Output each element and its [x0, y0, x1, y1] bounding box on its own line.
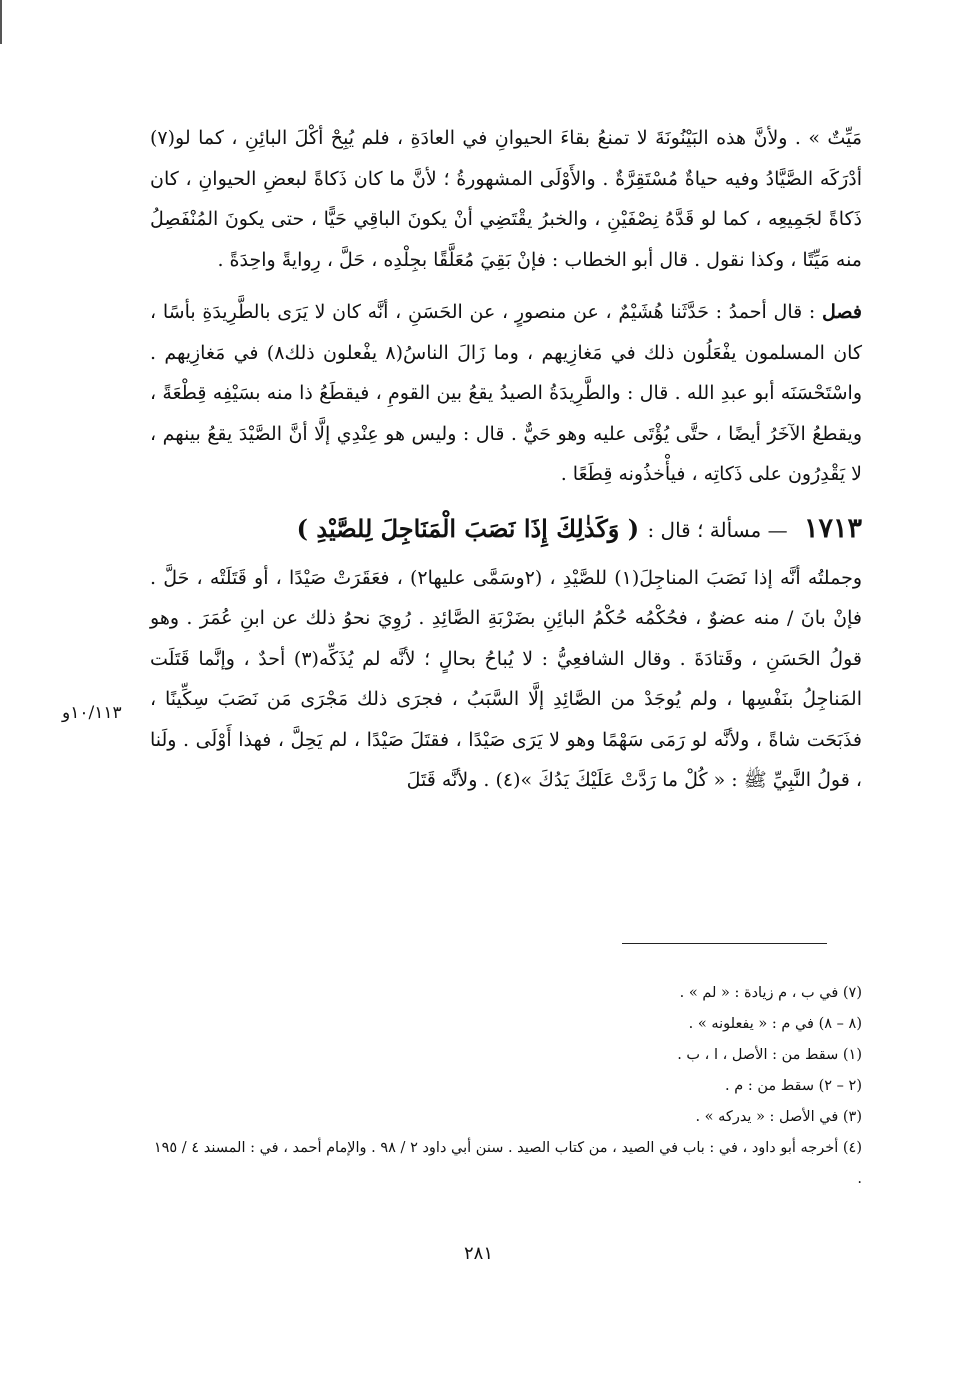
margin-note: ١٠/١١٣و — [62, 703, 122, 723]
heading-text: ( وَكَذٰلِكَ إِذَا نَصَبَ الْمَنَاجِلَ لِلصَّيْدِ ) — [296, 513, 640, 543]
fasl-label: فصل — [822, 301, 862, 323]
heading-number: ١٧١٣ — [803, 512, 862, 544]
page-number: ٢٨١ — [463, 1243, 493, 1264]
scan-edge-mark — [0, 0, 2, 44]
footnote: (٢ – ٢) سقط من : م . — [725, 1078, 862, 1094]
footnote: (٨ – ٨) في م : « يفعلونه » . — [688, 1016, 862, 1032]
footnote: (٣) في الأصل : « يدركه » . — [695, 1109, 862, 1125]
paragraph-2-text: : قال أحمدُ : حَدَّثَنا هُشَيْمٌ ، عن منصورٍ ، عن الحَسَنِ ، أنَّه كان لا يَرَى بالطَّرِيدَةِ بأسًا ، كان المسلمون يفْعَلُون ذلك في مَغازِيهم ، وما زَالَ الناسُ(٨ يفْعلون ذلك٨) في مَغازِيهم . واسْتَحْسَنَه أبو عبدِ الله . قال : والطَّرِيدَةُ الصيدُ يقعُ بين القومِ ، فيقطَعُ ذا منه بسَيْفِه قِطْعَةً ، ويقطعُ الآخَرُ أيضًا ، حتَّى يُؤْتَى عليه وهو حَيٌّ . قال : وليس هو عِنْدِي إلَّا أنَّ الصَّيْدَ يقعُ بينهم ، لا يَقْدِرُون على ذَكاتِه ، فيأْخذُونه قِطَعًا . — [150, 301, 862, 485]
footnote: (٤) أخرجه أبو داود ، في : باب في الصيد ، من كتاب الصيد . سنن أبي داود ٢ / ٩٨ . والإمام أحمد ، في : المسند ٤ / ١٩٥ . — [153, 1140, 862, 1187]
footnote: (١) سقط من : الأصل ، ا ، ب . — [677, 1047, 862, 1063]
masala-heading — [150, 505, 862, 554]
main-text — [150, 118, 862, 801]
paragraph-3: وجملتُه أنَّه إذا نَصَبَ المناجِلَ(١) للصَّيْدِ ، (٢وسَمَّى عليها٢) ، فعَقَرَتْ صَيْدًا ، أو قَتَلَتْه ، حَلَّ . فإنْ بانَ / منه عضوٌ ، فحُكْمُه حُكْمُ البائِنِ بضَرْبَةِ الصَّائِدِ . رُوِيَ نحوُ ذلك عن ابنِ عُمَرَ . وهو قولُ الحَسَنِ ، وقَتادَةَ . وقال الشافعِيُّ : لا يُباحُ بحالٍ ؛ لأنَّه لم يُذَكِّه(٣) أحدٌ ، وإنَّما قَتَلَت المَناجِلُ بنَفْسِها ، ولم يُوجَدْ من الصَّائِدِ إلَّا السَّبَبُ ، فجرَى ذلك مَجْرَى مَن نَصَبَ سِكِّينًا ، فذَبَحَت شاةً ، ولأنَّه لو رَمَى سَهْمًا وهو لا يَرَى صَيْدًا ، فقتَلَ صَيْدًا ، لم يَحِلَّ ، فهذا أَوْلَى . ولَنا ، قولُ النَّبِيِّ ﷺ : « كُلْ ما رَدَّتْ عَلَيْكَ يَدُكَ »(٤) . ولأنَّه قَتَلَ — [150, 566, 863, 791]
footnotes — [150, 978, 862, 1195]
paragraph-2 — [150, 292, 862, 495]
heading-label: — مسألة ؛ قال : — [647, 517, 788, 542]
footnote-divider — [622, 943, 827, 944]
footnote: (٧) في ب ، م زيادة : « لم » . — [679, 985, 862, 1001]
paragraph-1: مَيِّتٌ » . ولأنَّ هذه البَيْنُونَةَ لا تمنعُ بقاءَ الحيوانِ في العادَةِ ، فلم يُبِحْ أكْلَ البائِنِ ، كما لو(٧) أدْرَكَه الصَّيَّادُ وفيه حياةٌ مُسْتَقِرَّةٌ . والأَوْلَى المشهورةُ ؛ لأنَّ ما كان ذَكاةً لبعضِ الحيوانِ ، كان ذَكاةً لجَمِيعِه ، كما لو قَدَّهُ نِصْفَيْنِ ، والخبرُ يقْتَضِي أنْ يكونَ الباقِي حَيًّا ، حتى يكونَ المُنْفَصِلُ منه مَيِّتًا ، وكذا نقول . قال أبو الخطاب : فإنْ بَقِيَ مُعَلَّقًا بجِلْدِه ، حَلَّ ، رِوايةً واحِدَةً . — [150, 127, 862, 271]
